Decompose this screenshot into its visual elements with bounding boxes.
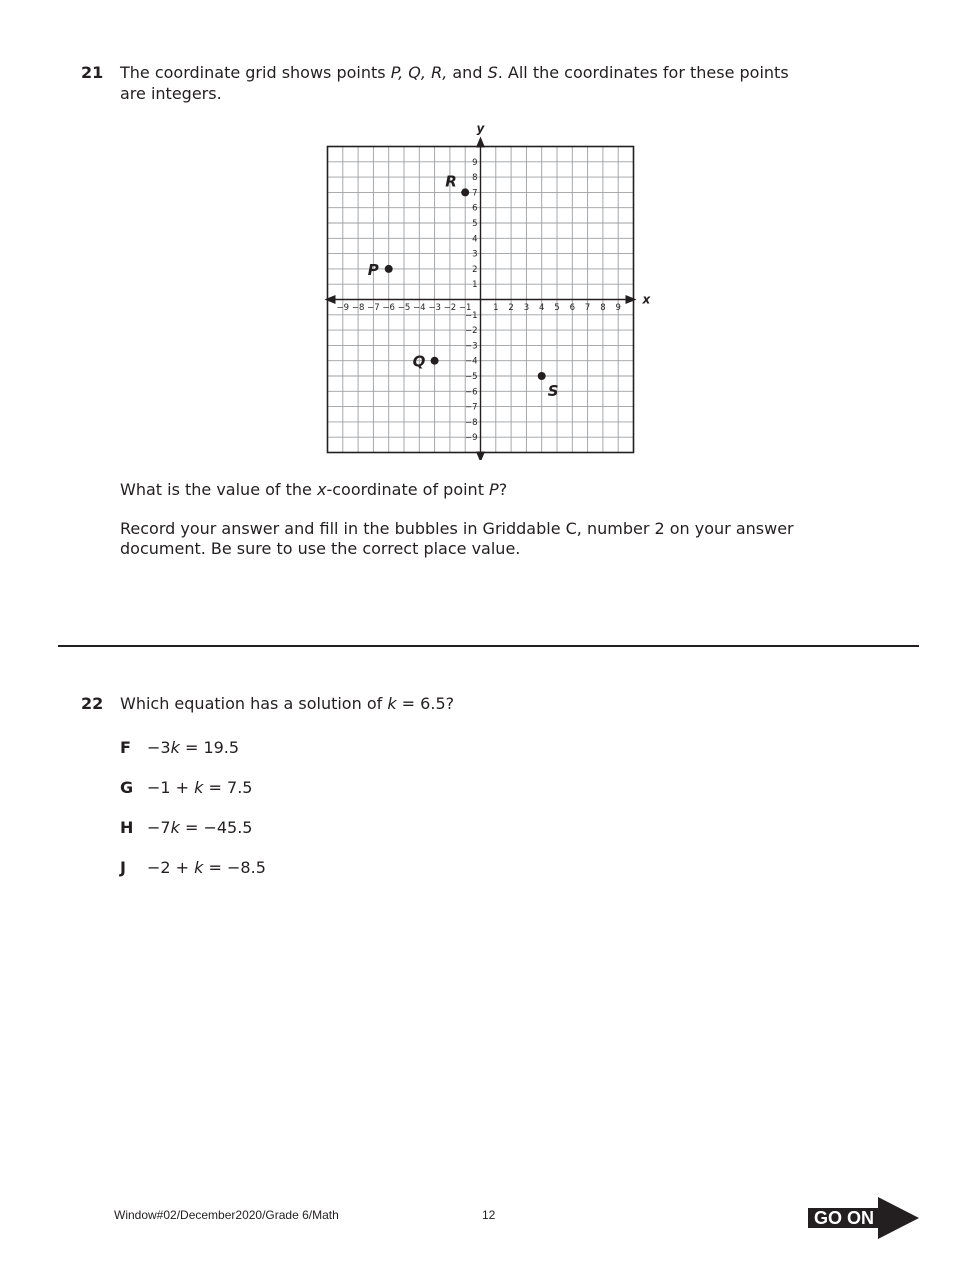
choice-text: −2 + — [147, 858, 195, 877]
choice-text: −1 + — [147, 778, 195, 797]
prompt-point-list: P, Q, R, — [390, 63, 448, 82]
question-21-prompt — [120, 62, 840, 104]
y-tick-label: 3 — [472, 249, 478, 260]
choice-text: −7 — [147, 818, 171, 837]
point-label-p: P — [367, 260, 379, 279]
x-tick-label: −8 — [351, 303, 365, 313]
go-on-label: GO ON — [814, 1208, 875, 1228]
prompt-text: The coordinate grid shows points — [120, 63, 391, 82]
x-axis-arrow-left — [325, 295, 336, 304]
y-axis-arrow-down — [476, 452, 485, 461]
choice-var: k — [194, 858, 204, 877]
question-22-number: 22 — [81, 694, 104, 713]
y-axis-label: y — [476, 121, 485, 136]
go-on-arrow — [808, 1197, 920, 1239]
point-label-s: S — [547, 382, 559, 400]
prompt-text: . All the coordinates for these points — [497, 63, 789, 82]
choice-letter: J — [120, 858, 126, 877]
choice-var: k — [170, 738, 180, 757]
instructions-line-1: Record your answer and fill in the bubbles in Griddable C, number 2 on your answer — [120, 519, 794, 538]
question-var-p: P — [489, 480, 499, 499]
x-axis-label: x — [642, 292, 651, 307]
prompt-text: and — [447, 63, 488, 82]
y-tick-label: 5 — [472, 219, 478, 229]
x-tick-label: −5 — [397, 303, 411, 313]
x-tick-label: −1 — [458, 303, 472, 313]
y-tick-label: −1 — [464, 310, 478, 321]
x-tick-label: 1 — [493, 303, 499, 313]
y-tick-label: 1 — [472, 280, 478, 291]
x-tick-label: 8 — [600, 303, 606, 313]
y-tick-label: −8 — [464, 417, 478, 428]
point-label-r: R — [445, 172, 457, 191]
question-var-x: x — [316, 480, 327, 499]
x-tick-label: −6 — [382, 303, 395, 313]
choice-text: = −8.5 — [203, 858, 266, 877]
choice-letter: G — [120, 778, 134, 797]
page-number: 12 — [482, 1208, 496, 1222]
choice-text: = 19.5 — [179, 738, 240, 757]
choice-text: = −45.5 — [179, 818, 253, 837]
x-tick-label: 3 — [523, 303, 530, 313]
choice-letter: F — [120, 738, 131, 757]
x-tick-label: −7 — [367, 303, 380, 313]
y-tick-label: −9 — [464, 433, 478, 444]
x-tick-label: −2 — [443, 303, 457, 313]
x-tick-label: −9 — [336, 303, 350, 313]
prompt-text: are integers. — [120, 84, 222, 103]
instructions-line-2: document. Be sure to use the correct place value. — [120, 539, 521, 558]
question-text: -coordinate of point — [326, 480, 490, 499]
y-tick-label: −6 — [464, 387, 478, 398]
y-tick-label: −5 — [464, 372, 478, 382]
x-tick-label: 5 — [554, 303, 560, 313]
y-tick-label: 7 — [472, 188, 478, 199]
point-s — [538, 372, 546, 380]
question-text: What is the value of the — [120, 480, 317, 499]
choice-text: −3 — [147, 738, 171, 757]
prompt-var-k: k — [387, 694, 397, 713]
y-tick-label: −4 — [464, 356, 478, 367]
y-tick-label: −3 — [464, 341, 478, 352]
x-tick-label: 6 — [569, 303, 576, 313]
choice-var: k — [194, 778, 204, 797]
point-r — [461, 188, 469, 196]
prompt-text: = 6.5? — [396, 694, 455, 713]
prompt-point-s: S — [487, 63, 498, 82]
answer-choice-g[interactable] — [120, 778, 252, 800]
x-tick-label: 9 — [615, 303, 621, 313]
y-tick-label: 6 — [472, 203, 478, 214]
x-tick-label: −4 — [413, 303, 426, 313]
x-tick-label: −3 — [428, 303, 441, 313]
prompt-text: Which equation has a solution of — [120, 694, 388, 713]
y-tick-label: −7 — [464, 402, 478, 413]
point-q — [431, 357, 439, 365]
answer-choice-j[interactable] — [120, 858, 266, 880]
y-tick-label: 4 — [472, 234, 478, 245]
answer-choice-h[interactable] — [120, 818, 252, 840]
x-tick-label: 7 — [584, 303, 591, 313]
section-divider — [58, 645, 919, 647]
x-tick-label: 2 — [508, 303, 514, 313]
coordinate-grid — [300, 120, 660, 460]
choice-letter: H — [120, 818, 134, 837]
y-tick-label: 8 — [472, 173, 478, 184]
question-21-instructions — [120, 519, 840, 559]
x-axis-arrow-right — [626, 295, 637, 304]
y-axis-arrow-up — [476, 137, 485, 148]
question-21-question — [120, 480, 840, 500]
point-p — [385, 265, 393, 273]
question-21-number: 21 — [81, 63, 104, 82]
y-tick-label: −2 — [464, 326, 478, 337]
choice-var: k — [170, 818, 180, 837]
point-label-q: Q — [412, 352, 426, 371]
choice-text: = 7.5 — [203, 778, 253, 797]
y-tick-label: 2 — [472, 264, 478, 275]
answer-choice-f[interactable] — [120, 738, 239, 760]
y-tick-label: 9 — [472, 157, 478, 168]
x-tick-label: 4 — [538, 303, 545, 313]
question-text: ? — [498, 480, 508, 499]
footer-source: Window#02/December2020/Grade 6/Math — [114, 1208, 339, 1222]
question-22-prompt — [120, 693, 720, 714]
